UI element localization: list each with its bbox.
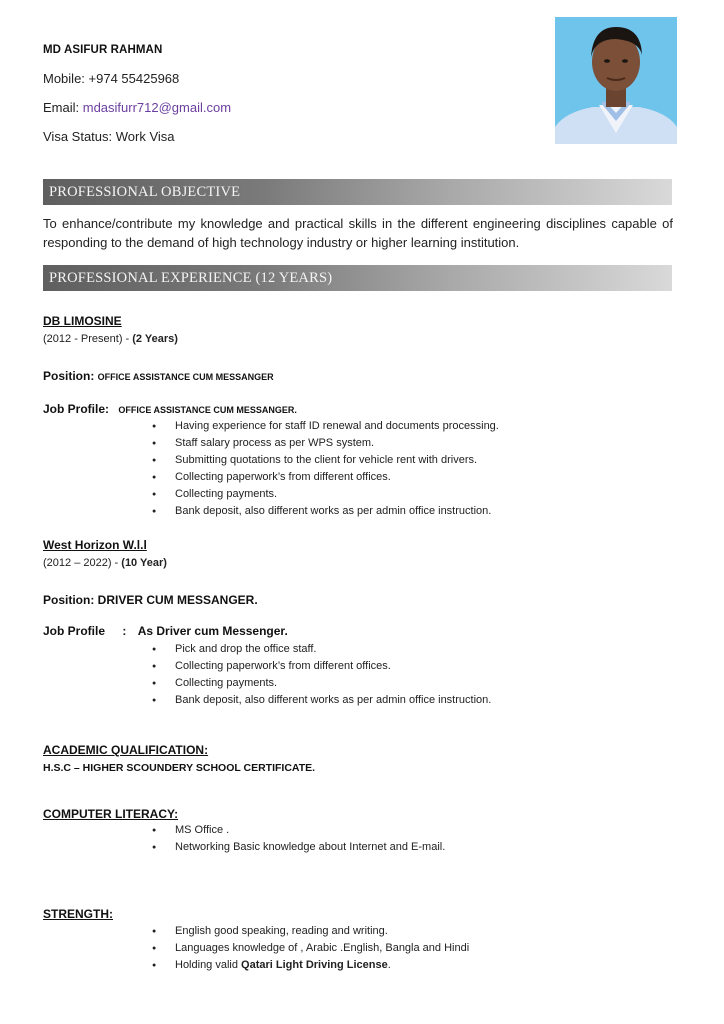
experience-heading: PROFESSIONAL EXPERIENCE (12 YEARS) — [43, 265, 672, 291]
duties-list — [152, 418, 499, 520]
objective-text: To enhance/contribute my knowledge and practical skills in the different engineering disciplines capable of responding to the demand of high technology industry or higher learning institution. — [43, 216, 673, 250]
position-label: Position: — [43, 369, 98, 383]
list-item: ● English good speaking, reading and writing. — [152, 923, 469, 940]
computer-heading: COMPUTER LITERACY: — [43, 807, 179, 821]
mobile-number: Mobile: +974 55425968 — [43, 71, 180, 86]
visa-status: Visa Status: Work Visa — [43, 129, 175, 144]
academic-heading: ACADEMIC QUALIFICATION: — [43, 743, 209, 757]
company-name: West Horizon W.l.l — [43, 538, 147, 552]
list-item: ● Languages knowledge of , Arabic .English, Bangla and Hindi — [152, 940, 469, 957]
duties-list — [152, 641, 491, 709]
list-item: ● Collecting payments. — [152, 675, 491, 692]
list-item: ● MS Office . — [152, 822, 445, 839]
license-prefix: Holding valid — [175, 959, 242, 971]
objective-heading: PROFESSIONAL OBJECTIVE — [43, 179, 672, 205]
list-item: ● Staff salary process as per WPS system. — [152, 435, 499, 452]
period-range: (2012 - Present) - — [43, 333, 133, 345]
list-item: ● Submitting quotations to the client for vehicle rent with drivers. — [152, 452, 499, 469]
strength-heading: STRENGTH: — [43, 907, 113, 921]
profile-label: Job Profile: — [43, 402, 110, 416]
list-item — [152, 957, 469, 974]
job-position — [43, 593, 258, 607]
company-name: DB LIMOSINE — [43, 314, 122, 328]
job-period — [43, 333, 178, 345]
academic-qualification: H.S.C – HIGHER SCOUNDERY SCHOOL CERTIFICATE. — [43, 762, 316, 774]
position-value: OFFICE ASSISTANCE CUM MESSANGER — [97, 372, 274, 382]
list-item: ● Collecting payments. — [152, 486, 499, 503]
period-duration: (2 Years) — [132, 333, 178, 345]
list-item: ● Having experience for staff ID renewal and documents processing. — [152, 418, 499, 435]
license-suffix: . — [387, 959, 391, 971]
list-item: ● Collecting paperwork’s from different offices. — [152, 469, 499, 486]
list-item: ● Networking Basic knowledge about Internet and E-mail. — [152, 839, 445, 856]
period-duration: (10 Year) — [121, 557, 167, 569]
list-item: ● Bank deposit, also different works as per admin office instruction. — [152, 692, 491, 709]
candidate-name: MD ASIFUR RAHMAN — [43, 44, 163, 56]
position-value: DRIVER CUM MESSANGER. — [97, 593, 258, 607]
list-item: ● Bank deposit, also different works as per admin office instruction. — [152, 503, 499, 520]
job-position — [43, 369, 274, 383]
job-profile — [43, 402, 297, 416]
profile-photo — [555, 17, 677, 144]
list-item: ● Collecting paperwork’s from different offices. — [152, 658, 491, 675]
email-label: Email: — [43, 100, 83, 115]
profile-label: Job Profile — [43, 624, 106, 638]
list-item: ● Pick and drop the office staff. — [152, 641, 491, 658]
strength-list — [152, 923, 469, 974]
profile-value: As Driver cum Messenger. — [137, 624, 288, 638]
license-name: Qatari Light Driving License — [241, 959, 388, 971]
job-profile — [43, 624, 288, 638]
profile-value: OFFICE ASSISTANCE CUM MESSANGER. — [118, 405, 297, 415]
period-range: (2012 – 2022) - — [43, 557, 122, 569]
position-label: Position: — [43, 593, 98, 607]
person-portrait-icon — [555, 17, 677, 144]
job-period — [43, 557, 167, 569]
email-link[interactable]: mdasifurr712@gmail.com — [82, 100, 232, 115]
email-line — [43, 100, 231, 115]
computer-list — [152, 822, 445, 856]
profile-separator: : — [122, 624, 127, 638]
